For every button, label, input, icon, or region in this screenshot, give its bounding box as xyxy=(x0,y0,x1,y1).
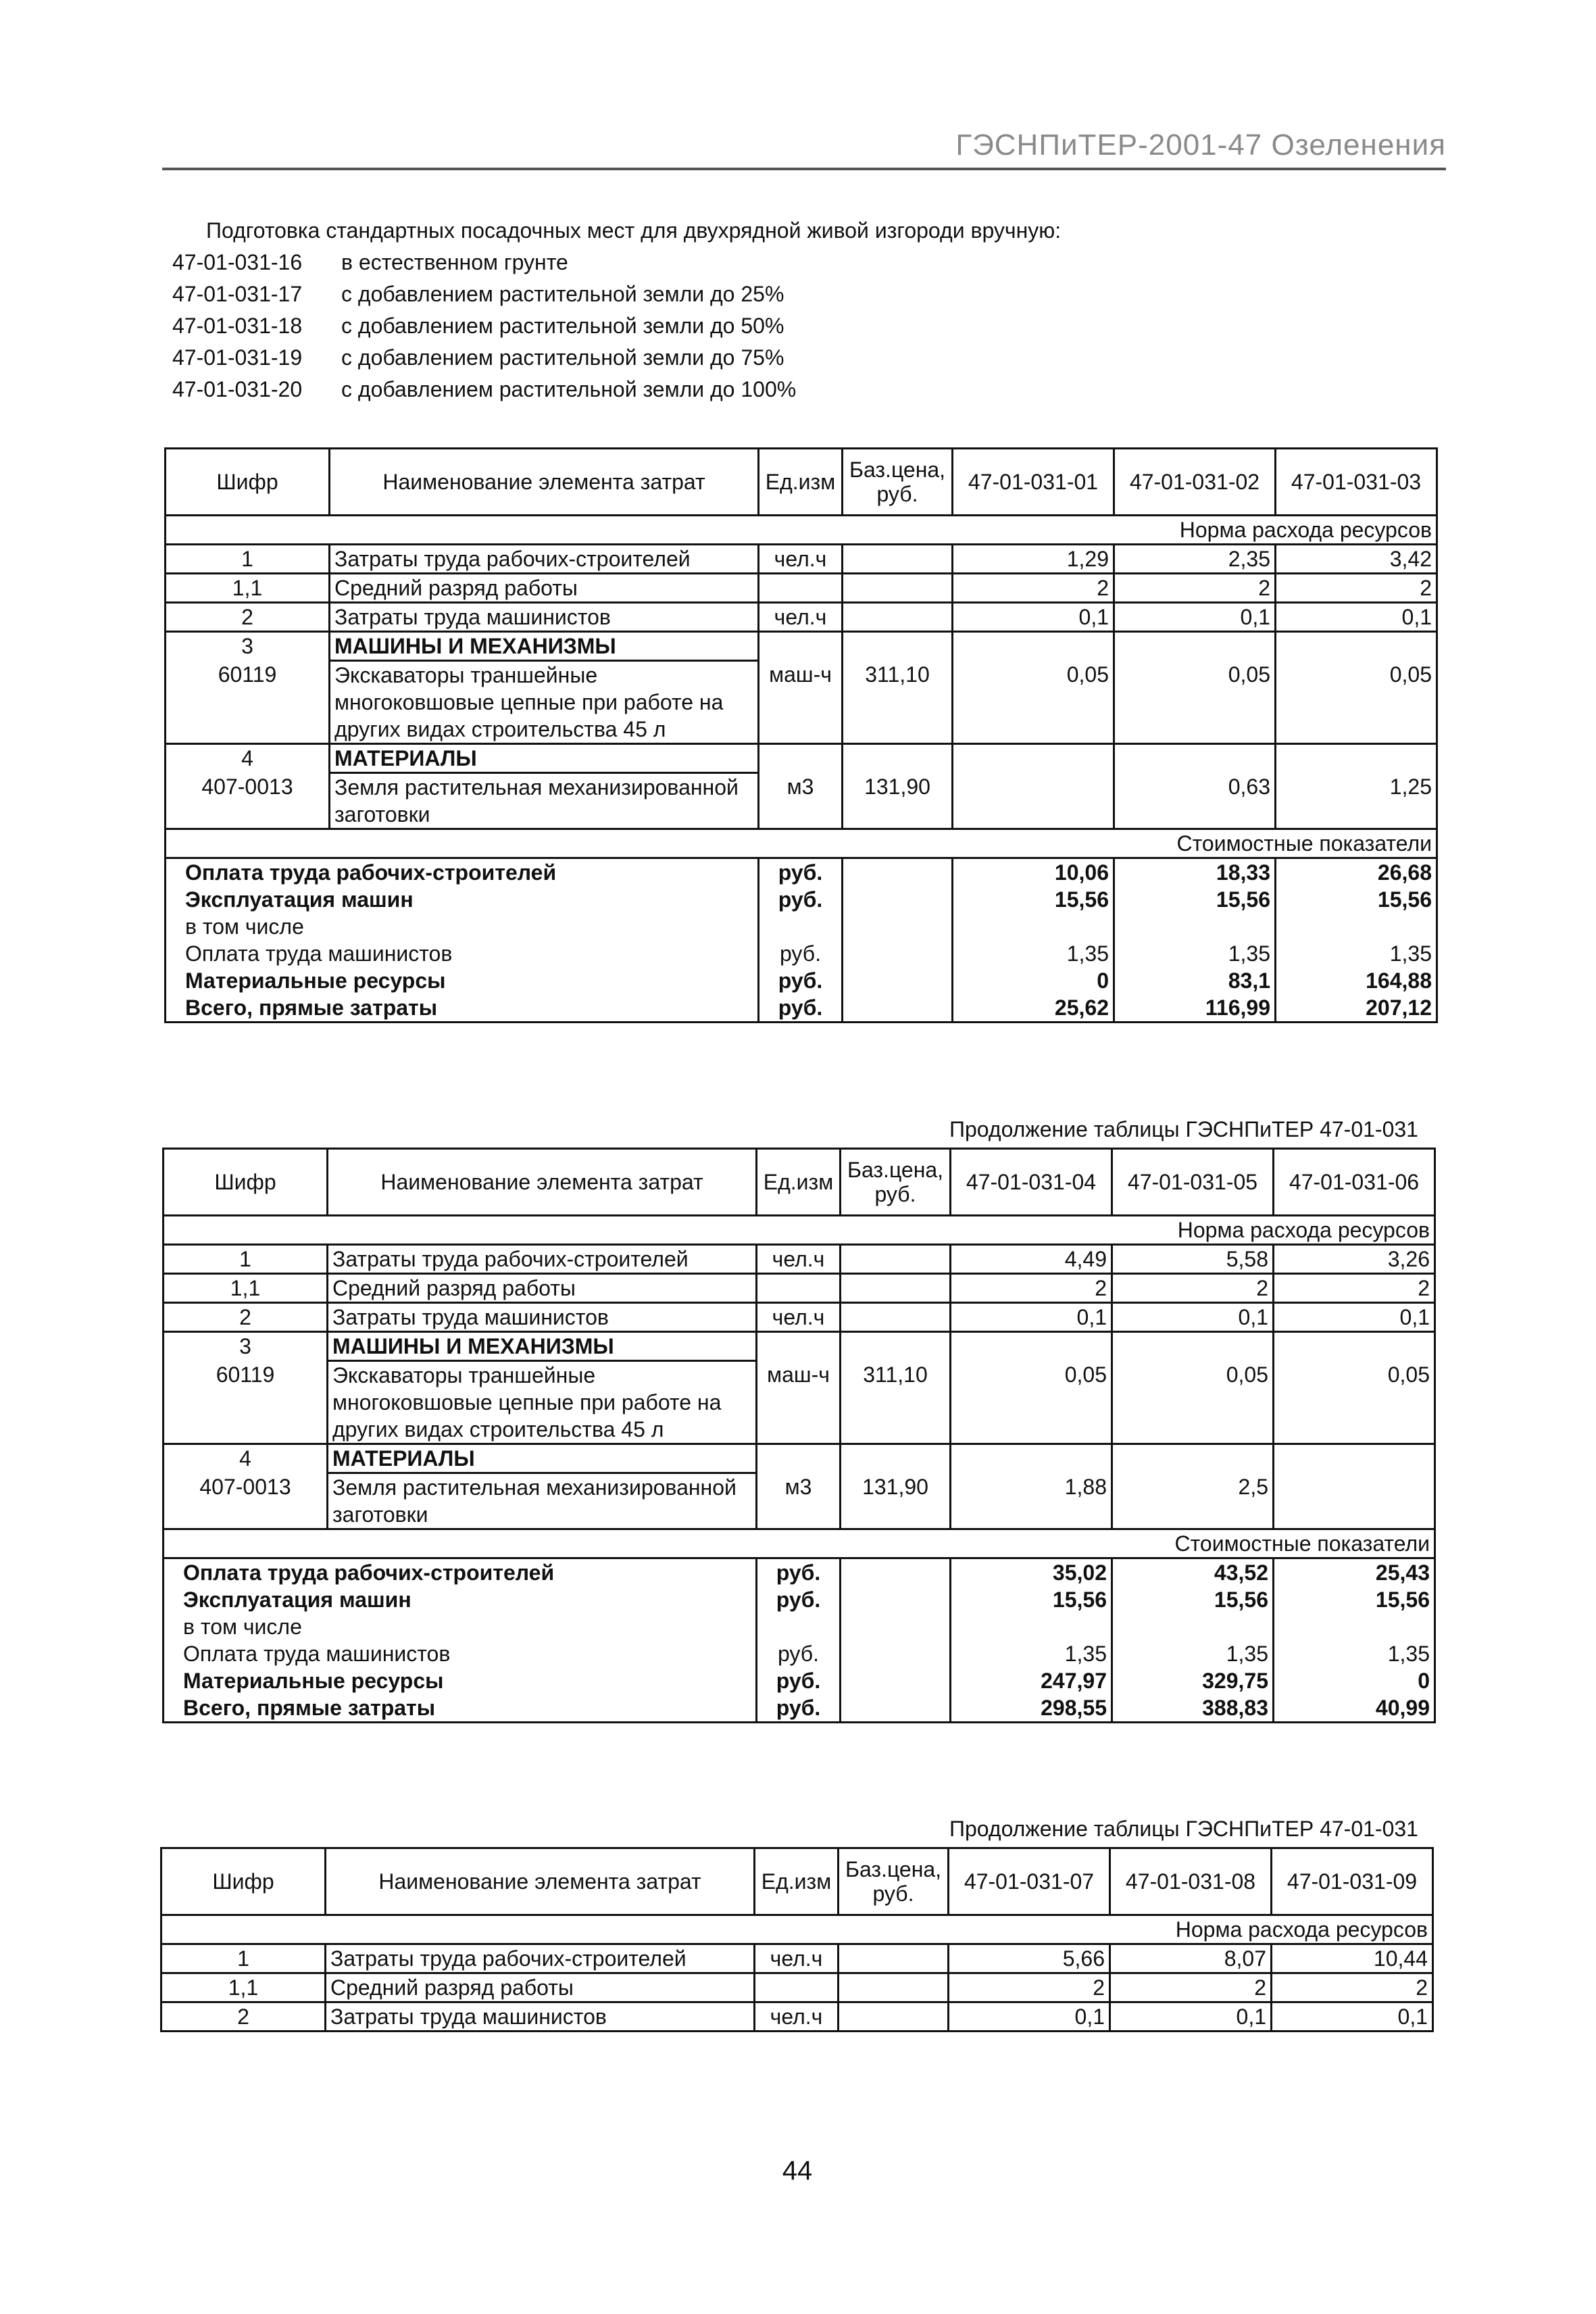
summary-name: Материальные ресурсы xyxy=(164,1667,757,1694)
intro-item xyxy=(172,278,1061,310)
summary-name: в том числе xyxy=(166,913,759,940)
summary-unit: руб. xyxy=(759,940,843,967)
summary-value: 15,56 xyxy=(953,886,1114,913)
summary-row xyxy=(164,1640,1435,1667)
table-row xyxy=(161,1973,1433,2002)
summary-price xyxy=(843,858,953,887)
summary-unit: руб. xyxy=(759,967,843,994)
cell-value: 2 xyxy=(1114,574,1276,603)
summary-value: 43,52 xyxy=(1112,1558,1274,1587)
section-norm-label: Норма расхода ресурсов xyxy=(166,516,1437,545)
cell-value: 0,05 xyxy=(953,661,1114,744)
section-row xyxy=(164,1216,1435,1245)
cell-code: 3 xyxy=(164,1332,328,1361)
intro-text: с добавлением растительной земли до 50% xyxy=(341,314,784,338)
summary-unit: руб. xyxy=(757,1640,841,1667)
section-norm-label: Норма расхода ресурсов xyxy=(161,1915,1433,1944)
col-unit-header: Ед.изм xyxy=(759,449,843,516)
cell-price xyxy=(841,1303,951,1332)
cell-value xyxy=(953,773,1114,829)
col-rate-header: 47-01-031-02 xyxy=(1114,449,1276,516)
summary-price xyxy=(843,994,953,1023)
cell-code: 2 xyxy=(161,2002,326,2032)
cell-code: 60119 xyxy=(166,661,330,744)
cell-price xyxy=(841,1274,951,1303)
cell-value: 0,1 xyxy=(949,2002,1110,2032)
table-header-row xyxy=(161,1848,1433,1915)
cell-value xyxy=(953,632,1114,661)
table-row xyxy=(166,603,1437,632)
summary-value: 10,06 xyxy=(953,858,1114,887)
cell-value: 2 xyxy=(1110,1973,1272,2002)
summary-value: 35,02 xyxy=(951,1558,1112,1587)
summary-value: 1,35 xyxy=(951,1640,1112,1667)
cell-price xyxy=(843,744,953,773)
summary-value: 207,12 xyxy=(1276,994,1437,1023)
table-row xyxy=(161,2002,1433,2032)
cell-unit: маш-ч xyxy=(759,661,843,744)
table-row xyxy=(166,661,1437,744)
cell-price xyxy=(841,1332,951,1361)
summary-name: Оплата труда рабочих-строителей xyxy=(164,1558,757,1587)
cell-price xyxy=(843,632,953,661)
cell-name: МАШИНЫ И МЕХАНИЗМЫ xyxy=(330,632,759,661)
cell-price xyxy=(839,1944,949,1973)
cell-price xyxy=(839,1973,949,2002)
summary-unit: руб. xyxy=(759,858,843,887)
cell-value xyxy=(1114,632,1276,661)
cell-value xyxy=(953,744,1114,773)
summary-value: 15,56 xyxy=(1114,886,1276,913)
table-row xyxy=(164,1361,1435,1444)
summary-unit xyxy=(759,913,843,940)
cell-unit: чел.ч xyxy=(759,545,843,574)
cell-name: Экскаваторы траншейные многоковшовые цепные при работе на других видах строительства 45 л xyxy=(330,661,759,744)
cell-value xyxy=(951,1444,1112,1473)
summary-row xyxy=(164,1558,1435,1587)
summary-value: 388,83 xyxy=(1112,1694,1274,1723)
table-header-row xyxy=(166,449,1437,516)
cell-unit xyxy=(757,1444,841,1473)
summary-value: 329,75 xyxy=(1112,1667,1274,1694)
section-row xyxy=(166,516,1437,545)
cell-name: Затраты труда рабочих-строителей xyxy=(326,1944,755,1973)
table-row xyxy=(166,545,1437,574)
summary-value: 40,99 xyxy=(1274,1694,1435,1723)
summary-value: 116,99 xyxy=(1114,994,1276,1023)
cell-price xyxy=(839,2002,949,2032)
cell-name: МАТЕРИАЛЫ xyxy=(330,744,759,773)
summary-value: 164,88 xyxy=(1276,967,1437,994)
cell-unit: чел.ч xyxy=(757,1245,841,1274)
col-code-header: Шифр xyxy=(164,1149,328,1216)
summary-price xyxy=(841,1667,951,1694)
summary-value: 1,35 xyxy=(953,940,1114,967)
cell-unit xyxy=(755,1973,839,2002)
col-unit-header: Ед.изм xyxy=(755,1848,839,1915)
col-name-header: Наименование элемента затрат xyxy=(328,1149,757,1216)
intro-text: с добавлением растительной земли до 75% xyxy=(341,345,784,370)
cell-value: 2 xyxy=(1272,1973,1433,2002)
cell-value xyxy=(1274,1444,1435,1473)
cell-value xyxy=(1112,1332,1274,1361)
cell-value: 2 xyxy=(949,1973,1110,2002)
cell-name: Затраты труда машинистов xyxy=(328,1303,757,1332)
norm-table-2 xyxy=(162,1148,1436,1723)
col-price-header: Баз.цена, руб. xyxy=(843,449,953,516)
summary-row xyxy=(166,913,1437,940)
cell-value: 2,5 xyxy=(1112,1473,1274,1529)
cell-value: 0,1 xyxy=(1274,1303,1435,1332)
summary-price xyxy=(841,1694,951,1723)
section-cost-label: Стоимостные показатели xyxy=(164,1529,1435,1558)
col-price-header: Баз.цена, руб. xyxy=(839,1848,949,1915)
cell-code: 407-0013 xyxy=(166,773,330,829)
table-row xyxy=(166,574,1437,603)
summary-unit: руб. xyxy=(757,1694,841,1723)
header-rule xyxy=(162,168,1446,170)
summary-price xyxy=(843,940,953,967)
col-rate-header: 47-01-031-03 xyxy=(1276,449,1437,516)
summary-name: Всего, прямые затраты xyxy=(164,1694,757,1723)
summary-unit: руб. xyxy=(759,886,843,913)
cell-value: 0,1 xyxy=(1272,2002,1433,2032)
col-name-header: Наименование элемента затрат xyxy=(330,449,759,516)
summary-row xyxy=(166,886,1437,913)
cell-name: МАТЕРИАЛЫ xyxy=(328,1444,757,1473)
summary-value: 1,35 xyxy=(1276,940,1437,967)
summary-value xyxy=(1274,1613,1435,1640)
intro-code: 47-01-031-20 xyxy=(172,377,303,401)
cell-price xyxy=(841,1444,951,1473)
summary-value: 1,35 xyxy=(1274,1640,1435,1667)
cell-price: 311,10 xyxy=(841,1361,951,1444)
summary-value: 25,43 xyxy=(1274,1558,1435,1587)
summary-value: 15,56 xyxy=(1276,886,1437,913)
summary-value: 0 xyxy=(1274,1667,1435,1694)
cell-code: 1 xyxy=(166,545,330,574)
cell-price xyxy=(843,574,953,603)
summary-name: Эксплуатация машин xyxy=(166,886,759,913)
cell-value: 0,1 xyxy=(953,603,1114,632)
intro-code: 47-01-031-19 xyxy=(172,345,303,370)
cell-name: МАШИНЫ И МЕХАНИЗМЫ xyxy=(328,1332,757,1361)
cell-price: 131,90 xyxy=(843,773,953,829)
summary-name: Материальные ресурсы xyxy=(166,967,759,994)
col-rate-header: 47-01-031-04 xyxy=(951,1149,1112,1216)
cell-value: 0,63 xyxy=(1114,773,1276,829)
cell-value: 0,1 xyxy=(1276,603,1437,632)
intro-code: 47-01-031-16 xyxy=(172,250,303,274)
cell-name: Средний разряд работы xyxy=(326,1973,755,2002)
summary-price xyxy=(841,1640,951,1667)
summary-price xyxy=(841,1613,951,1640)
cell-value: 2 xyxy=(1274,1274,1435,1303)
cell-value: 0,1 xyxy=(1110,2002,1272,2032)
intro-text: с добавлением растительной земли до 25% xyxy=(341,282,784,306)
cell-price xyxy=(843,545,953,574)
cell-value: 2 xyxy=(1112,1274,1274,1303)
cell-unit: маш-ч xyxy=(757,1361,841,1444)
cell-value: 8,07 xyxy=(1110,1944,1272,1973)
summary-name: в том числе xyxy=(164,1613,757,1640)
cell-unit: чел.ч xyxy=(755,1944,839,1973)
summary-price xyxy=(841,1586,951,1613)
table-row xyxy=(164,1332,1435,1361)
intro-item xyxy=(172,342,1061,374)
summary-row xyxy=(166,994,1437,1023)
col-rate-header: 47-01-031-08 xyxy=(1110,1848,1272,1915)
cell-code: 1,1 xyxy=(164,1274,328,1303)
cell-value: 2,35 xyxy=(1114,545,1276,574)
cell-unit: чел.ч xyxy=(757,1303,841,1332)
cell-value xyxy=(1114,744,1276,773)
cell-name: Затраты труда машинистов xyxy=(330,603,759,632)
summary-name: Оплата труда машинистов xyxy=(166,940,759,967)
cell-value: 5,66 xyxy=(949,1944,1110,1973)
summary-value xyxy=(1112,1613,1274,1640)
summary-unit: руб. xyxy=(757,1667,841,1694)
cell-name: Земля растительная механизированной заготовки xyxy=(330,773,759,829)
summary-value: 25,62 xyxy=(953,994,1114,1023)
cell-value: 0,1 xyxy=(951,1303,1112,1332)
cell-value: 1,88 xyxy=(951,1473,1112,1529)
summary-value: 83,1 xyxy=(1114,967,1276,994)
intro-item xyxy=(172,247,1061,278)
intro-block xyxy=(172,215,1061,405)
cell-value: 0,1 xyxy=(1114,603,1276,632)
section-norm-label: Норма расхода ресурсов xyxy=(164,1216,1435,1245)
summary-row xyxy=(164,1613,1435,1640)
intro-item xyxy=(172,374,1061,405)
norm-table-1 xyxy=(164,447,1438,1023)
cell-value: 0,05 xyxy=(1112,1361,1274,1444)
cell-unit xyxy=(757,1332,841,1361)
col-rate-header: 47-01-031-01 xyxy=(953,449,1114,516)
summary-price xyxy=(843,913,953,940)
cell-name: Экскаваторы траншейные многоковшовые цепные при работе на других видах строительства 45 л xyxy=(328,1361,757,1444)
summary-name: Оплата труда машинистов xyxy=(164,1640,757,1667)
col-name-header: Наименование элемента затрат xyxy=(326,1848,755,1915)
cell-unit xyxy=(759,744,843,773)
col-rate-header: 47-01-031-07 xyxy=(949,1848,1110,1915)
summary-row xyxy=(166,858,1437,887)
summary-name: Всего, прямые затраты xyxy=(166,994,759,1023)
summary-value: 247,97 xyxy=(951,1667,1112,1694)
cell-value xyxy=(1276,632,1437,661)
summary-price xyxy=(841,1558,951,1587)
summary-value: 15,56 xyxy=(1112,1586,1274,1613)
col-unit-header: Ед.изм xyxy=(757,1149,841,1216)
continuation-label: Продолжение таблицы ГЭСНПиТЕР 47-01-031 xyxy=(949,1817,1418,1841)
summary-unit xyxy=(757,1613,841,1640)
summary-value xyxy=(1114,913,1276,940)
summary-unit: руб. xyxy=(757,1586,841,1613)
cell-unit xyxy=(757,1274,841,1303)
summary-value: 15,56 xyxy=(951,1586,1112,1613)
table-row xyxy=(164,1473,1435,1529)
col-code-header: Шифр xyxy=(166,449,330,516)
intro-text: с добавлением растительной земли до 100% xyxy=(341,377,797,401)
table-row xyxy=(161,1944,1433,1973)
cell-unit: чел.ч xyxy=(755,2002,839,2032)
cell-unit: м3 xyxy=(759,773,843,829)
norm-table-3 xyxy=(160,1847,1434,2032)
table-row xyxy=(164,1245,1435,1274)
continuation-label: Продолжение таблицы ГЭСНПиТЕР 47-01-031 xyxy=(949,1117,1418,1141)
summary-value xyxy=(953,913,1114,940)
col-rate-header: 47-01-031-05 xyxy=(1112,1149,1274,1216)
summary-price xyxy=(843,886,953,913)
summary-name: Эксплуатация машин xyxy=(164,1586,757,1613)
cell-value: 0,05 xyxy=(951,1361,1112,1444)
cell-code: 4 xyxy=(164,1444,328,1473)
summary-unit: руб. xyxy=(757,1558,841,1587)
cell-name: Средний разряд работы xyxy=(328,1274,757,1303)
cell-value: 1,29 xyxy=(953,545,1114,574)
cell-value: 0,05 xyxy=(1114,661,1276,744)
cell-value xyxy=(1274,1332,1435,1361)
cell-value: 3,26 xyxy=(1274,1245,1435,1274)
cell-value xyxy=(1276,744,1437,773)
intro-code: 47-01-031-18 xyxy=(172,314,303,338)
summary-row xyxy=(164,1586,1435,1613)
cell-value: 5,58 xyxy=(1112,1245,1274,1274)
summary-value: 298,55 xyxy=(951,1694,1112,1723)
intro-code: 47-01-031-17 xyxy=(172,282,303,306)
intro-text: в естественном грунте xyxy=(341,250,568,274)
cell-value xyxy=(1274,1473,1435,1529)
cell-code: 1,1 xyxy=(166,574,330,603)
cell-value: 0,1 xyxy=(1112,1303,1274,1332)
summary-name: Оплата труда рабочих-строителей xyxy=(166,858,759,887)
cell-code: 2 xyxy=(164,1303,328,1332)
cell-code: 4 xyxy=(166,744,330,773)
table-row xyxy=(166,744,1437,773)
table-row xyxy=(166,632,1437,661)
summary-value xyxy=(951,1613,1112,1640)
summary-value: 1,35 xyxy=(1114,940,1276,967)
summary-row xyxy=(166,940,1437,967)
cell-code: 3 xyxy=(166,632,330,661)
cell-name: Затраты труда рабочих-строителей xyxy=(330,545,759,574)
cell-value: 2 xyxy=(1276,574,1437,603)
cell-price xyxy=(841,1245,951,1274)
section-row xyxy=(161,1915,1433,1944)
cell-price: 311,10 xyxy=(843,661,953,744)
section-cost-label: Стоимостные показатели xyxy=(166,829,1437,858)
cell-value xyxy=(1112,1444,1274,1473)
table-row xyxy=(164,1303,1435,1332)
intro-lead: Подготовка стандартных посадочных мест для двухрядной живой изгороди вручную: xyxy=(206,218,1062,243)
cell-code: 60119 xyxy=(164,1361,328,1444)
cell-unit xyxy=(759,574,843,603)
cell-code: 1 xyxy=(164,1245,328,1274)
cell-code: 407-0013 xyxy=(164,1473,328,1529)
cell-unit: чел.ч xyxy=(759,603,843,632)
section-row xyxy=(166,829,1437,858)
summary-value: 1,35 xyxy=(1112,1640,1274,1667)
cell-unit: м3 xyxy=(757,1473,841,1529)
cell-price xyxy=(843,603,953,632)
summary-row xyxy=(164,1694,1435,1723)
cell-name: Затраты труда машинистов xyxy=(326,2002,755,2032)
summary-row xyxy=(166,967,1437,994)
summary-value: 0 xyxy=(953,967,1114,994)
cell-value: 3,42 xyxy=(1276,545,1437,574)
cell-value: 10,44 xyxy=(1272,1944,1433,1973)
col-rate-header: 47-01-031-06 xyxy=(1274,1149,1435,1216)
summary-value: 18,33 xyxy=(1114,858,1276,887)
cell-value xyxy=(951,1332,1112,1361)
cell-value: 1,25 xyxy=(1276,773,1437,829)
running-header: ГЭСНПиТЕР-2001-47 Озеленения xyxy=(955,128,1446,162)
summary-value: 15,56 xyxy=(1274,1586,1435,1613)
summary-unit: руб. xyxy=(759,994,843,1023)
col-code-header: Шифр xyxy=(161,1848,326,1915)
summary-value: 26,68 xyxy=(1276,858,1437,887)
cell-unit xyxy=(759,632,843,661)
table-row xyxy=(166,773,1437,829)
cell-value: 2 xyxy=(953,574,1114,603)
cell-code: 2 xyxy=(166,603,330,632)
cell-value: 2 xyxy=(951,1274,1112,1303)
summary-value xyxy=(1276,913,1437,940)
intro-item xyxy=(172,310,1061,342)
cell-name: Затраты труда рабочих-строителей xyxy=(328,1245,757,1274)
cell-name: Средний разряд работы xyxy=(330,574,759,603)
summary-row xyxy=(164,1667,1435,1694)
cell-value: 0,05 xyxy=(1274,1361,1435,1444)
cell-code: 1,1 xyxy=(161,1973,326,2002)
cell-value: 4,49 xyxy=(951,1245,1112,1274)
cell-code: 1 xyxy=(161,1944,326,1973)
summary-price xyxy=(843,967,953,994)
table-header-row xyxy=(164,1149,1435,1216)
col-rate-header: 47-01-031-09 xyxy=(1272,1848,1433,1915)
table-row xyxy=(164,1274,1435,1303)
cell-value: 0,05 xyxy=(1276,661,1437,744)
table-row xyxy=(164,1444,1435,1473)
cell-price: 131,90 xyxy=(841,1473,951,1529)
col-price-header: Баз.цена, руб. xyxy=(841,1149,951,1216)
section-row xyxy=(164,1529,1435,1558)
page-number: 44 xyxy=(782,2156,813,2186)
cell-name: Земля растительная механизированной заготовки xyxy=(328,1473,757,1529)
